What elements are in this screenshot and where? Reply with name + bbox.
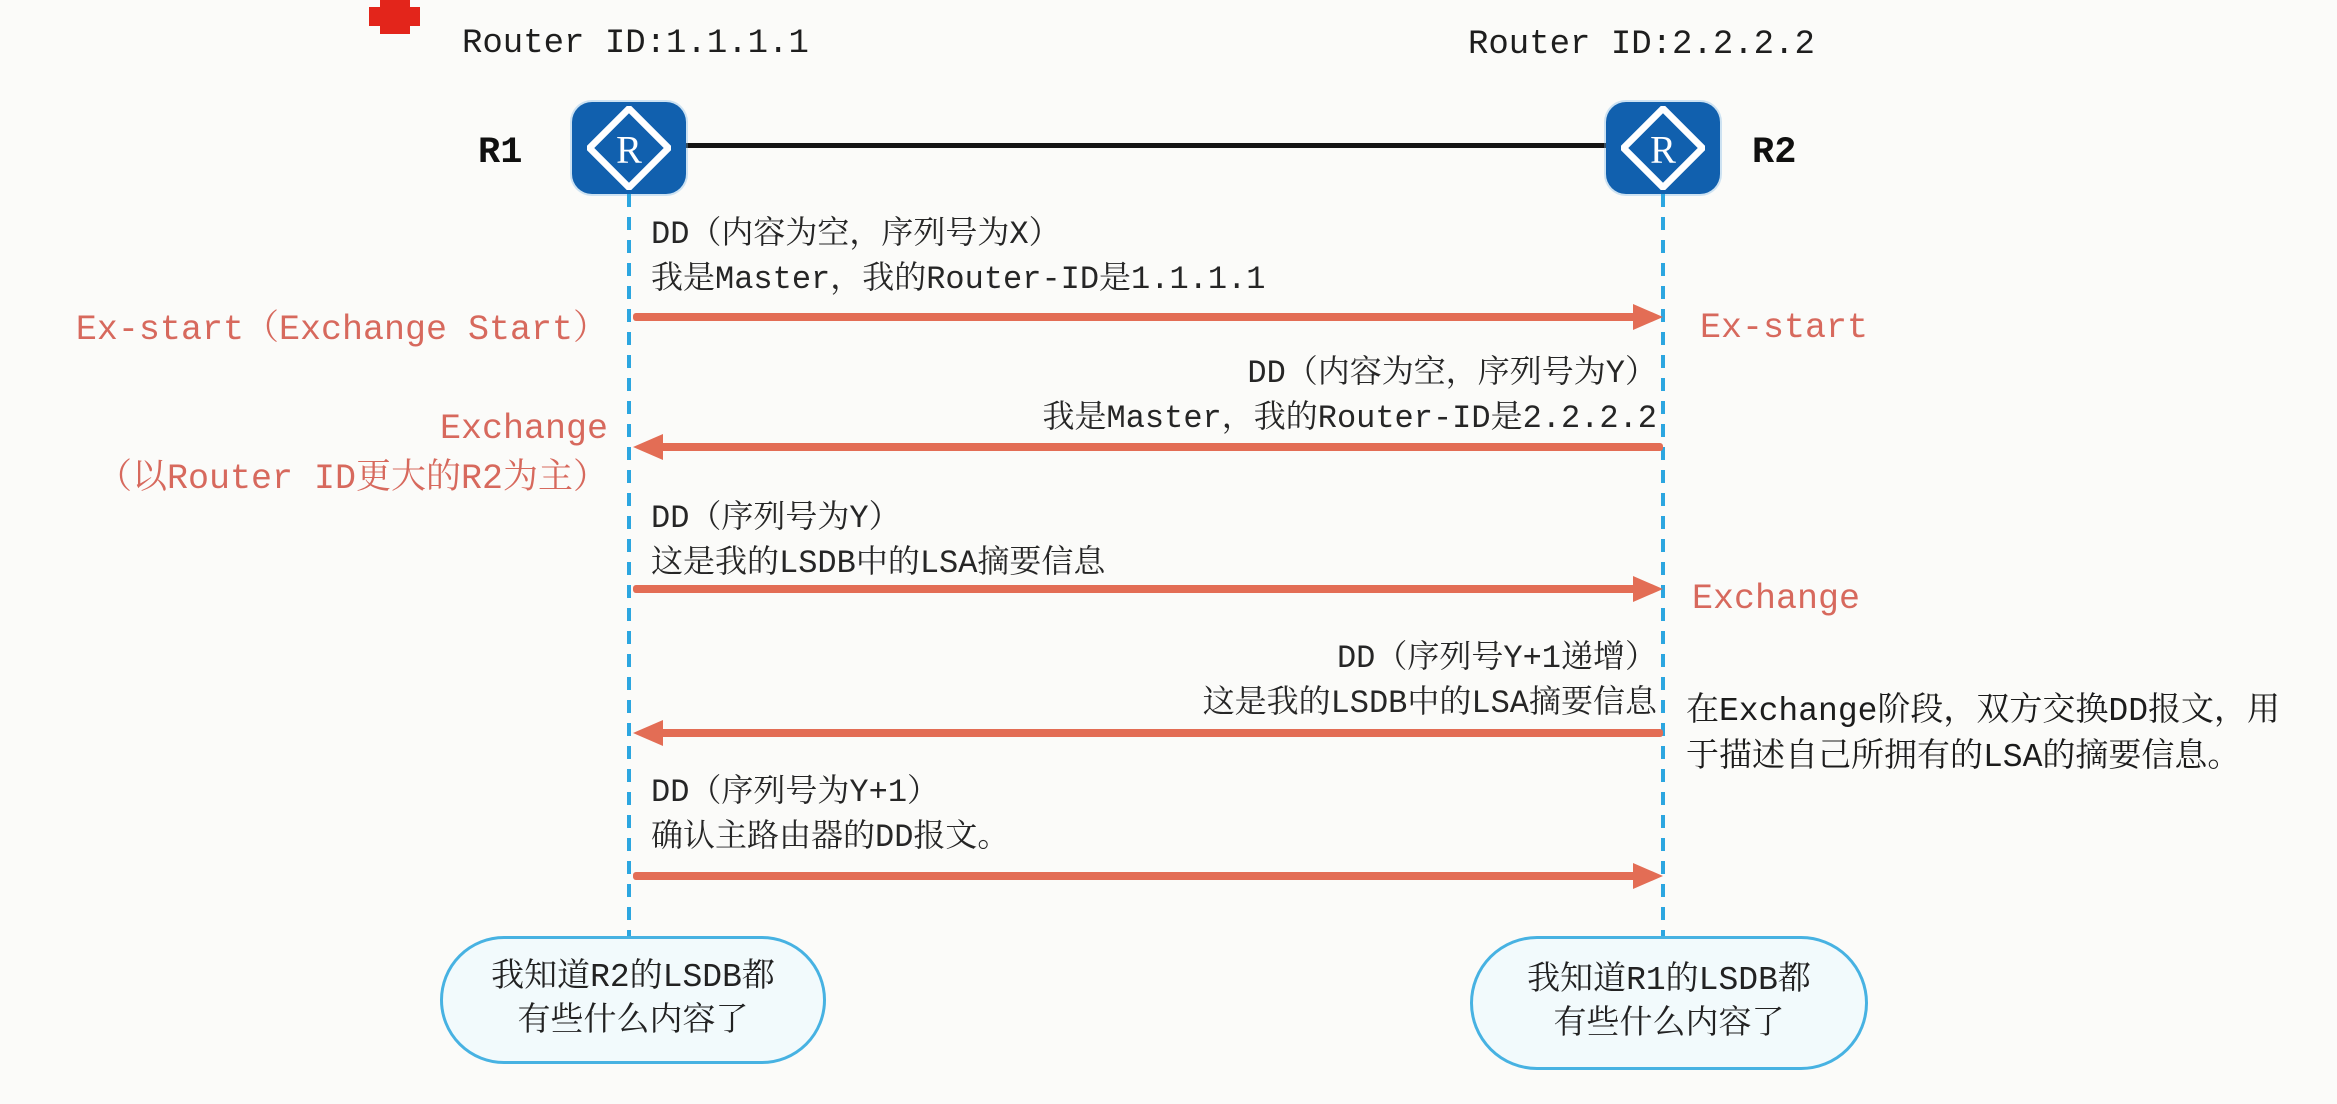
arrow-shaft [657,729,1663,737]
phase-exchange-left-line1: Exchange [439,409,608,449]
message-2-arrow-r2-to-r1 [633,434,1663,460]
router2-name: R2 [1752,132,1797,174]
svg-text:R: R [616,129,642,172]
exchange-note [1686,689,2280,781]
arrow-head-left-icon [633,720,663,746]
router1-id-label: Router ID:1.1.1.1 [462,25,809,63]
message-5-line2: 确认主路由器的DD报文。 [651,819,1010,856]
message-3-line2: 这是我的LSDB中的LSA摘要信息 [651,545,1106,582]
thought-bubble-r1-line2: 有些什么内容了 [517,1003,749,1040]
arrow-head-right-icon [1633,304,1663,330]
thought-bubble-r2 [1470,936,1868,1070]
message-2-line2: 我是Master，我的Router-ID是2.2.2.2 [1042,400,1657,437]
phase-exchange-right: Exchange [1692,579,1861,619]
phase-exchange-left-line2: （以Router ID更大的R2为主） [96,459,608,499]
exchange-note-line2: 于描述自己所拥有的LSA的摘要信息。 [1686,739,2241,776]
message-1-arrow-r1-to-r2 [633,304,1663,330]
message-1-label [651,212,1265,302]
message-2-line1: DD（内容为空，序列号为Y） [1247,355,1657,392]
message-5-line1: DD（序列号为Y+1） [651,774,940,811]
router-diamond-icon [587,106,671,190]
thought-bubble-r2-line1: 我知道R1的LSDB都 [1527,962,1811,999]
arrow-shaft [633,872,1639,880]
svg-text:R: R [1650,129,1676,172]
phase-exchange-left [97,404,608,504]
lifeline-r1 [627,194,631,936]
router-icon-r1 [572,102,686,194]
phase-ex-start-left: Ex-start（Exchange Start） [75,310,608,350]
router1-name: R1 [478,132,523,174]
arrow-shaft [633,313,1639,321]
message-2-label [1043,351,1657,441]
arrow-head-right-icon [1633,576,1663,602]
thought-bubble-r2-line2: 有些什么内容了 [1553,1006,1785,1043]
message-3-arrow-r1-to-r2 [633,576,1663,602]
phase-ex-start-right: Ex-start [1700,308,1869,348]
message-1-line2: 我是Master，我的Router-ID是1.1.1.1 [651,261,1266,298]
message-4-arrow-r2-to-r1 [633,720,1663,746]
arrow-shaft [633,585,1639,593]
message-3-line1: DD（序列号为Y） [651,500,901,537]
message-4-line2: 这是我的LSDB中的LSA摘要信息 [1202,685,1657,722]
red-cross-icon [369,7,420,26]
arrow-head-right-icon [1633,863,1663,889]
message-4-label [1203,636,1657,726]
router-icon-r2 [1606,102,1720,194]
arrow-shaft [657,443,1663,451]
router2-id-label: Router ID:2.2.2.2 [1468,26,1815,64]
thought-bubble-r1 [440,936,826,1064]
message-4-line1: DD（序列号Y+1递增） [1336,640,1657,677]
exchange-note-line1: 在Exchange阶段，双方交换DD报文，用 [1686,693,2281,730]
arrow-head-left-icon [633,434,663,460]
thought-bubble-r1-line1: 我知道R2的LSDB都 [491,959,775,996]
message-5-arrow-r1-to-r2 [633,863,1663,889]
message-5-label [651,770,1009,860]
message-3-label [651,496,1105,586]
router-diamond-icon [1621,106,1705,190]
link-line [684,143,1608,148]
message-1-line1: DD（内容为空，序列号为X） [651,216,1061,253]
